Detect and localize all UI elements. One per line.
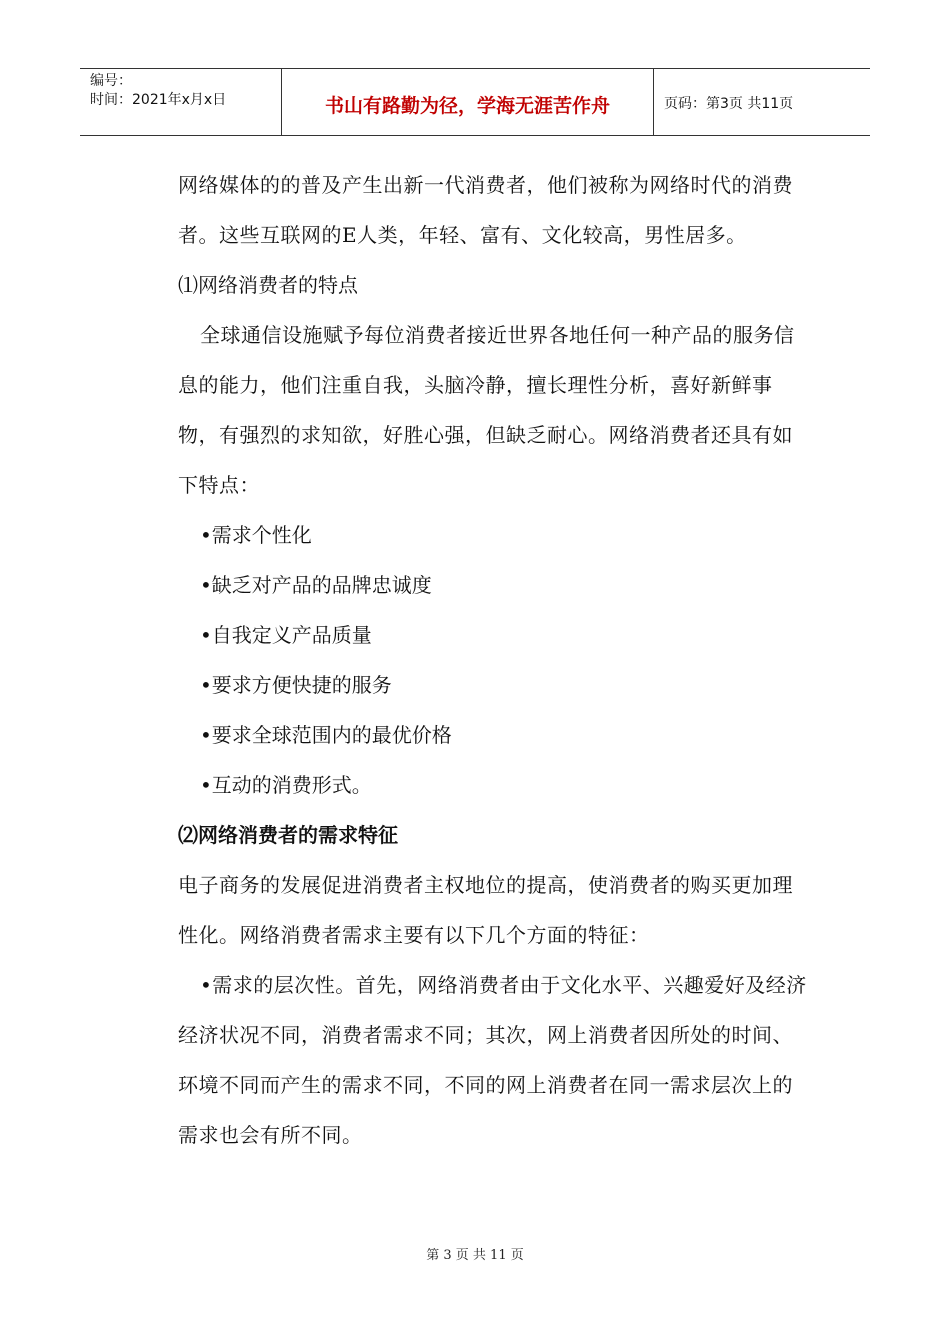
footer-page-number: 第 3 页 共 11 页 — [426, 1248, 524, 1263]
section2-title: ⑵网络消费者的需求特征 — [178, 823, 398, 847]
section1-paragraph: 全球通信设施赋予每位消费者接近世界各地任何一种产品的服务信息的能力，他们注重自我，头脑冷静，擅长理性分析，喜好新鲜事物，有强烈的求知欲，好胜心强，但缺乏耐心。网络消费者还具有如下特点： — [178, 323, 795, 497]
section2-bullet: •需求的层次性。首先，网络消费者由于文化水平、兴趣爱好及经济经济状况不同，消费者需求不同；其次，网上消费者因所处的时间、环境不同而产生的需求不同，不同的网上消费者在同一需求层次上的需求也会有所不同。 — [178, 973, 807, 1147]
bullet-item: •要求方便快捷的服务 — [200, 673, 392, 697]
motto-text: 书山有路勤为径，学海无涯苦作舟 — [324, 94, 610, 117]
time-label: 时间：2021年x月x日 — [90, 92, 227, 108]
page-footer — [0, 1244, 950, 1263]
bullet-item: •要求全球范围内的最优价格 — [200, 723, 452, 747]
document-header — [80, 68, 870, 136]
header-motto-cell — [282, 69, 654, 135]
intro-paragraph: 网络媒体的的普及产生出新一代消费者，他们被称为网络时代的消费者。这些互联网的E人类，年轻、富有、文化较高，男性居多。 — [178, 173, 793, 247]
header-page-cell — [654, 69, 870, 135]
bullet-item: •自我定义产品质量 — [200, 623, 372, 647]
bullet-item: •需求个性化 — [200, 523, 312, 547]
section2-paragraph: 电子商务的发展促进消费者主权地位的提高，使消费者的购买更加理性化。网络消费者需求主要有以下几个方面的特征： — [178, 873, 793, 947]
header-meta-cell — [80, 69, 282, 135]
page-info: 页码：第3页 共11页 — [664, 96, 794, 112]
bullet-item: •互动的消费形式。 — [200, 773, 372, 797]
bullet-item: •缺乏对产品的品牌忠诚度 — [200, 573, 432, 597]
document-body — [178, 160, 808, 1160]
section1-title: ⑴网络消费者的特点 — [178, 273, 358, 297]
number-label: 编号： — [90, 73, 132, 89]
